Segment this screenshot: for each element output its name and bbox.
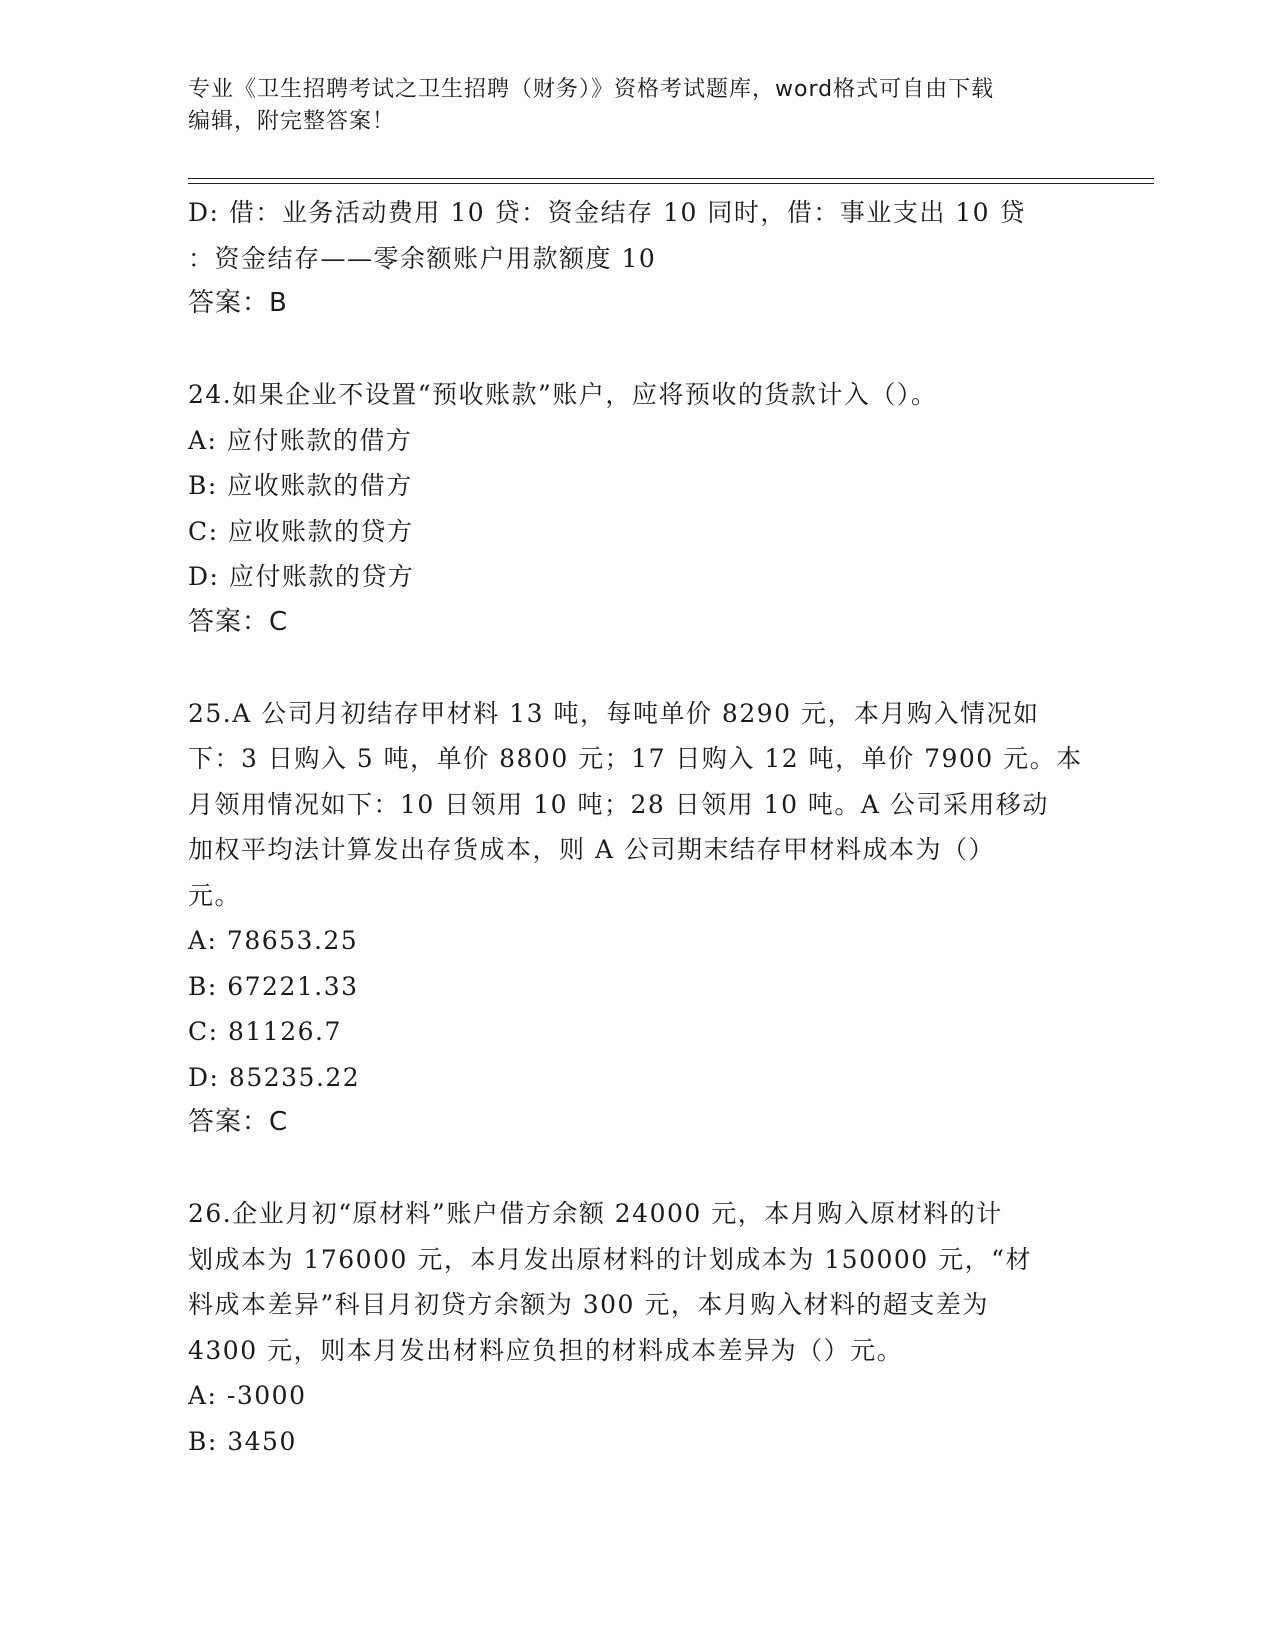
q26-option-a: A: -3000 <box>188 1381 307 1410</box>
spacer <box>188 327 1088 373</box>
q26-question-line-1: 26.企业月初“原材料”账户借方余额 24000 元，本月购入原材料的计 <box>188 1199 1003 1228</box>
q26-question-line-2: 划成本为 176000 元，本月发出原材料的计划成本为 150000 元，“材 <box>188 1244 1032 1274</box>
q23-option-d-line-2: ：资金结存——零余额账户用款额度 10 <box>188 243 657 273</box>
q24-option-c: C: 应收账款的贷方 <box>188 516 414 546</box>
q25-question-line-3: 月领用情况如下：10 日领用 10 吨；28 日领用 10 吨。A 公司采用移动 <box>188 789 1049 819</box>
header-divider-top <box>188 178 1154 179</box>
q24-option-b: B: 应收账款的借方 <box>188 471 413 500</box>
q25-answer: 答案：C <box>188 1107 289 1137</box>
q25-question-line-1: 25.A 公司月初结存甲材料 13 吨，每吨单价 8290 元，本月购入情况如 <box>188 698 1040 728</box>
q25-question-line-4: 加权平均法计算发出存货成本，则 A 公司期末结存甲材料成本为（） <box>188 835 995 864</box>
q25-option-c: C: 81126.7 <box>188 1017 342 1046</box>
q26-option-b: B: 3450 <box>188 1426 297 1456</box>
header-line-2: 编辑，附完整答案！ <box>188 109 396 134</box>
q25-question-line-2: 下：3 日购入 5 吨，单价 8800 元；17 日购入 12 吨，单价 7900 元。本 <box>188 744 1083 773</box>
q26-question-line-3: 料成本差异”科目月初贷方余额为 300 元，本月购入材料的超支差为 <box>188 1290 989 1319</box>
header-divider-bottom <box>188 183 1154 184</box>
spacer <box>188 1146 1088 1192</box>
header-line-1: 专业《卫生招聘考试之卫生招聘（财务）》资格考试题库，word格式可自由下载 <box>188 77 995 102</box>
document-header <box>188 74 1088 138</box>
q24-option-a: A: 应付账款的借方 <box>188 425 413 455</box>
q26-question-line-4: 4300 元，则本月发出材料应负担的材料成本差异为（）元。 <box>188 1335 904 1365</box>
q24-question: 24.如果企业不设置“预收账款”账户，应将预收的货款计入（）。 <box>188 380 938 409</box>
q25-option-b: B: 67221.33 <box>188 971 359 1001</box>
q25-question-line-5: 元。 <box>188 880 242 910</box>
q23-option-d-line-1: D: 借：业务活动费用 10 贷：资金结存 10 同时，借：事业支出 10 贷 <box>188 198 1027 227</box>
q25-option-a: A: 78653.25 <box>188 926 359 955</box>
q25-option-d: D: 85235.22 <box>188 1062 361 1092</box>
q23-answer: 答案：B <box>188 288 288 318</box>
q24-option-d: D: 应付账款的贷方 <box>188 562 415 591</box>
spacer <box>188 645 1088 691</box>
question-content <box>188 190 1088 1464</box>
q24-answer: 答案：C <box>188 606 289 637</box>
